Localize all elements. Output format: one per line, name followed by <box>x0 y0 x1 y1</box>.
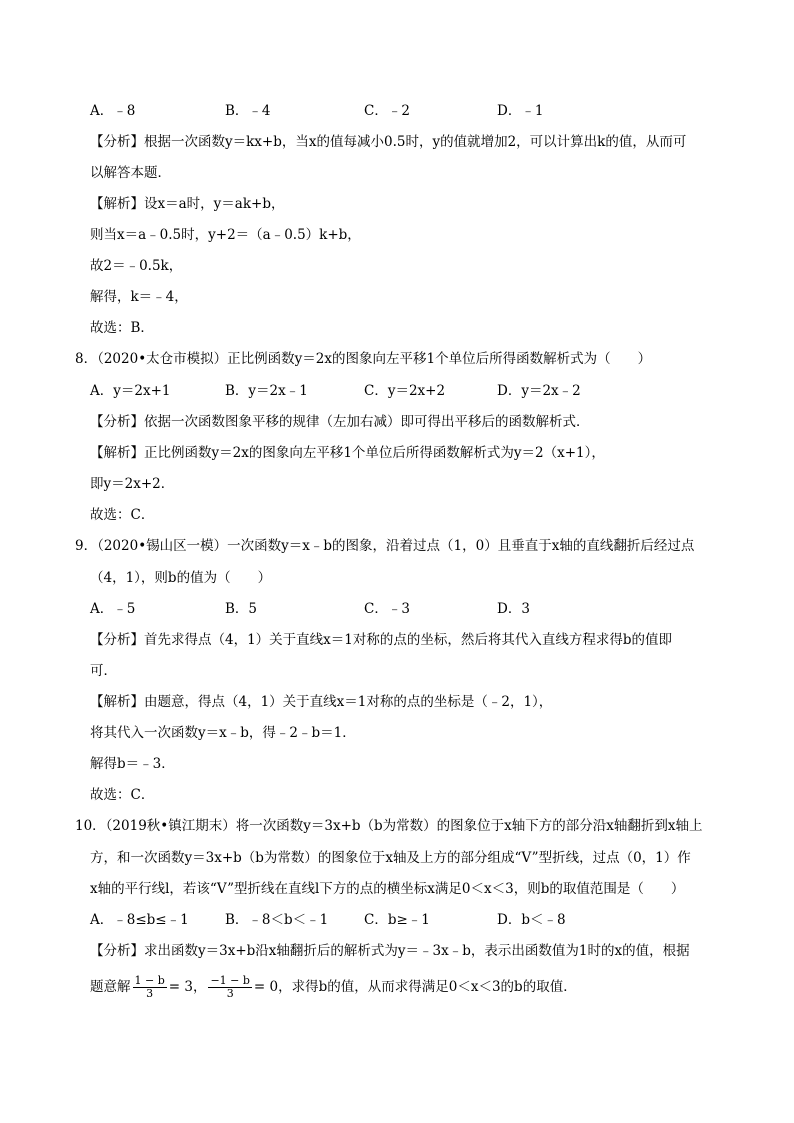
q7-solution-line: 故2＝﹣0.5k， <box>90 258 183 274</box>
q10-option-c: C．b≥﹣1 <box>364 912 430 928</box>
q9-solution-line: 解得b＝﹣3． <box>90 756 175 772</box>
q8-analysis: 【分析】依据一次函数图象平移的规律（左加右减）即可得出平移后的函数解析式． <box>90 414 590 430</box>
q7-option-b: B．﹣4 <box>225 103 271 119</box>
q9-analysis-line: 【分析】首先求得点（4，1）关于直线x＝1对称的点的坐标，然后将其代入直线方程求得b的值即 <box>90 632 673 648</box>
fraction-1-denominator: 3 <box>146 987 154 1000</box>
q10-analysis-line-2 <box>90 975 577 1000</box>
q8-solution-line: 【解析】正比例函数y＝2x的图象向左平移1个单位后所得函数解析式为y＝2（x+1）， <box>90 445 605 461</box>
q9-option-a: A．﹣5 <box>90 601 136 617</box>
q10-question-line: x轴的平行线l，若该“V”型折线在直线l下方的点的横坐标x满足0＜x＜3，则b的取值范围是（ ） <box>90 881 685 897</box>
q7-analysis-line: 以解答本题． <box>90 165 171 181</box>
q9-solution-line: 【解析】由题意，得点（4，1）关于直线x＝1对称的点的坐标是（﹣2，1）， <box>90 694 553 710</box>
q9-analysis-line: 可． <box>90 663 117 679</box>
q10-option-d: D．b＜﹣8 <box>497 912 566 928</box>
q7-solution-line: 解得，k＝﹣4， <box>90 289 188 305</box>
fraction-2-denominator: 3 <box>226 987 234 1000</box>
q8-solution-line: 即y＝2x+2． <box>90 476 175 492</box>
fraction-2 <box>208 975 251 1000</box>
q8-option-d: D．y＝2x﹣2 <box>497 383 581 399</box>
q8-option-c: C．y＝2x+2 <box>364 383 446 399</box>
q10-analysis-text: = 3， <box>168 979 207 995</box>
q9-option-d: D．3 <box>497 601 530 617</box>
fraction-1-numerator: 1 − b <box>134 974 165 987</box>
q10-question-line: 10．（2019秋•镇江期末）将一次函数y＝3x+b（b为常数）的图象位于x轴下方的部分沿x轴翻折到x轴上 <box>75 818 703 834</box>
q8-option-b: B．y＝2x﹣1 <box>225 383 308 399</box>
q8-question: 8．（2020•太仓市模拟）正比例函数y＝2x的图象向左平移1个单位后所得函数解析式为（ ） <box>75 351 652 367</box>
q7-solution-line: 则当x＝a﹣0.5时，y+2＝（a﹣0.5）k+b， <box>90 227 361 243</box>
q10-analysis-text: 题意解 <box>90 979 131 995</box>
q7-solution-line: 【解析】设x＝a时，y＝ak+b， <box>90 196 285 212</box>
q8-solution-line: 故选：C． <box>90 507 155 523</box>
q9-option-b: B．5 <box>225 601 258 617</box>
q9-question-line: （4，1），则b的值为（ ） <box>90 570 272 586</box>
q10-option-a: A．﹣8≤b≤﹣1 <box>90 912 189 928</box>
q7-option-a: A．﹣8 <box>90 103 136 119</box>
fraction-1 <box>133 975 167 1000</box>
q10-option-b: B．﹣8＜b＜﹣1 <box>225 912 329 928</box>
fraction-2-numerator: −1 − b <box>210 974 250 987</box>
q9-option-c: C．﹣3 <box>364 601 410 617</box>
q10-analysis-line: 【分析】求出函数y＝3x+b沿x轴翻折后的解析式为y＝﹣3x﹣b，表示出函数值为1时的x的值，根据 <box>90 943 690 959</box>
q7-option-c: C．﹣2 <box>364 103 410 119</box>
q9-question-line: 9．（2020•锡山区一模）一次函数y＝x﹣b的图象，沿着过点（1，0）且垂直于x轴的直线翻折后经过点 <box>75 538 695 554</box>
q7-analysis-line: 【分析】根据一次函数y＝kx+b，当x的值每减小0.5时，y的值就增加2，可以计算出k的值，从而可 <box>90 134 687 150</box>
q10-question-line: 方，和一次函数y＝3x+b（b为常数）的图象位于x轴及上方的部分组成“V”型折线，过点（0，1）作 <box>90 850 691 866</box>
q9-solution-line: 将其代入一次函数y＝x﹣b，得﹣2﹣b＝1． <box>90 725 356 741</box>
q8-option-a: A．y＝2x+1 <box>90 383 171 399</box>
q7-option-d: D．﹣1 <box>497 103 544 119</box>
q9-solution-line: 故选：C． <box>90 787 155 803</box>
q7-solution-line: 故选：B． <box>90 320 154 336</box>
q10-analysis-text: = 0，求得b的值，从而求得满足0＜x＜3的b的取值． <box>253 979 577 995</box>
